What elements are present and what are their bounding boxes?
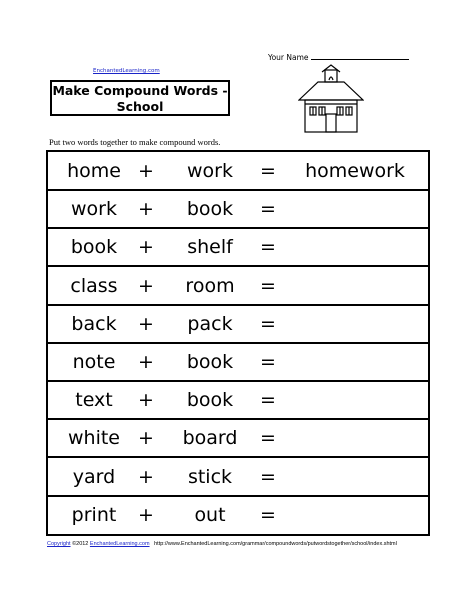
copyright-text: ©2012	[72, 541, 89, 547]
plus-sign: +	[138, 198, 154, 221]
second-word: work	[187, 160, 233, 182]
equals-sign: =	[260, 312, 276, 335]
answer-field[interactable]	[296, 343, 414, 382]
first-word: text	[75, 389, 113, 412]
equals-sign: =	[260, 160, 276, 182]
answer-field[interactable]	[296, 228, 414, 267]
equals-sign: =	[260, 198, 276, 221]
equals-sign: =	[260, 274, 276, 297]
plus-sign: +	[138, 160, 154, 182]
second-word: pack	[187, 312, 233, 335]
enchanted-learning-link[interactable]: EnchantedLearning.com	[93, 68, 160, 74]
equals-sign: =	[260, 351, 276, 373]
first-word: print	[71, 503, 117, 526]
plus-sign: +	[138, 312, 154, 335]
second-word: book	[186, 198, 234, 221]
title-line-2: School	[116, 99, 164, 114]
plus-sign: +	[138, 389, 154, 412]
footer-site-link[interactable]: EnchantedLearning.com	[89, 541, 150, 547]
answer-field[interactable]	[296, 267, 414, 306]
answer-field[interactable]: homework	[305, 160, 405, 182]
title-line-1: Make Compound Words -	[52, 83, 228, 98]
first-word: note	[72, 351, 116, 373]
plus-sign: +	[138, 351, 154, 373]
table-row	[48, 458, 428, 497]
second-word: out	[194, 503, 226, 526]
answer-field[interactable]	[296, 496, 414, 535]
first-word: home	[67, 160, 121, 182]
table-row	[48, 228, 428, 267]
second-word: room	[185, 274, 235, 297]
schoolhouse-icon	[298, 64, 364, 134]
table-row	[48, 343, 428, 382]
compound-word-table	[46, 150, 430, 536]
footer	[47, 541, 397, 547]
first-word: back	[71, 312, 117, 335]
plus-sign: +	[138, 503, 154, 526]
second-word: board	[182, 427, 238, 450]
answer-field[interactable]	[296, 458, 414, 497]
plus-sign: +	[138, 236, 154, 259]
table-row	[48, 305, 428, 344]
second-word: book	[186, 389, 234, 412]
second-word: stick	[187, 465, 233, 488]
page-url: http://www.EnchantedLearning.com/grammar/compoundwords/putwordstogether/school/index.shtml	[154, 541, 397, 547]
plus-sign: +	[138, 465, 154, 488]
first-word: class	[70, 274, 118, 297]
answer-field[interactable]	[296, 190, 414, 229]
equals-sign: =	[260, 427, 276, 450]
equals-sign: =	[260, 465, 276, 488]
second-word: shelf	[187, 236, 233, 259]
first-word: book	[70, 236, 118, 259]
table-row	[48, 381, 428, 420]
table-row	[48, 267, 428, 306]
copyright-link[interactable]: Copyright	[47, 541, 71, 547]
answer-field[interactable]	[296, 381, 414, 420]
instructions: Put two words together to make compound words.	[49, 137, 221, 147]
table-row	[48, 190, 428, 229]
second-word: book	[186, 351, 234, 373]
equals-sign: =	[260, 389, 276, 412]
worksheet-title	[50, 80, 230, 116]
answer-field[interactable]	[296, 305, 414, 344]
first-word: yard	[72, 465, 116, 488]
table-row	[48, 496, 428, 535]
your-name-label: Your Name	[268, 53, 309, 62]
answer-field[interactable]	[296, 419, 414, 458]
your-name-field	[268, 52, 409, 62]
equals-sign: =	[260, 503, 276, 526]
first-word: white	[68, 427, 120, 450]
plus-sign: +	[138, 427, 154, 450]
plus-sign: +	[138, 274, 154, 297]
table-row	[48, 152, 428, 191]
your-name-line	[311, 52, 409, 60]
first-word: work	[71, 198, 117, 221]
table-row	[48, 419, 428, 458]
equals-sign: =	[260, 236, 276, 259]
